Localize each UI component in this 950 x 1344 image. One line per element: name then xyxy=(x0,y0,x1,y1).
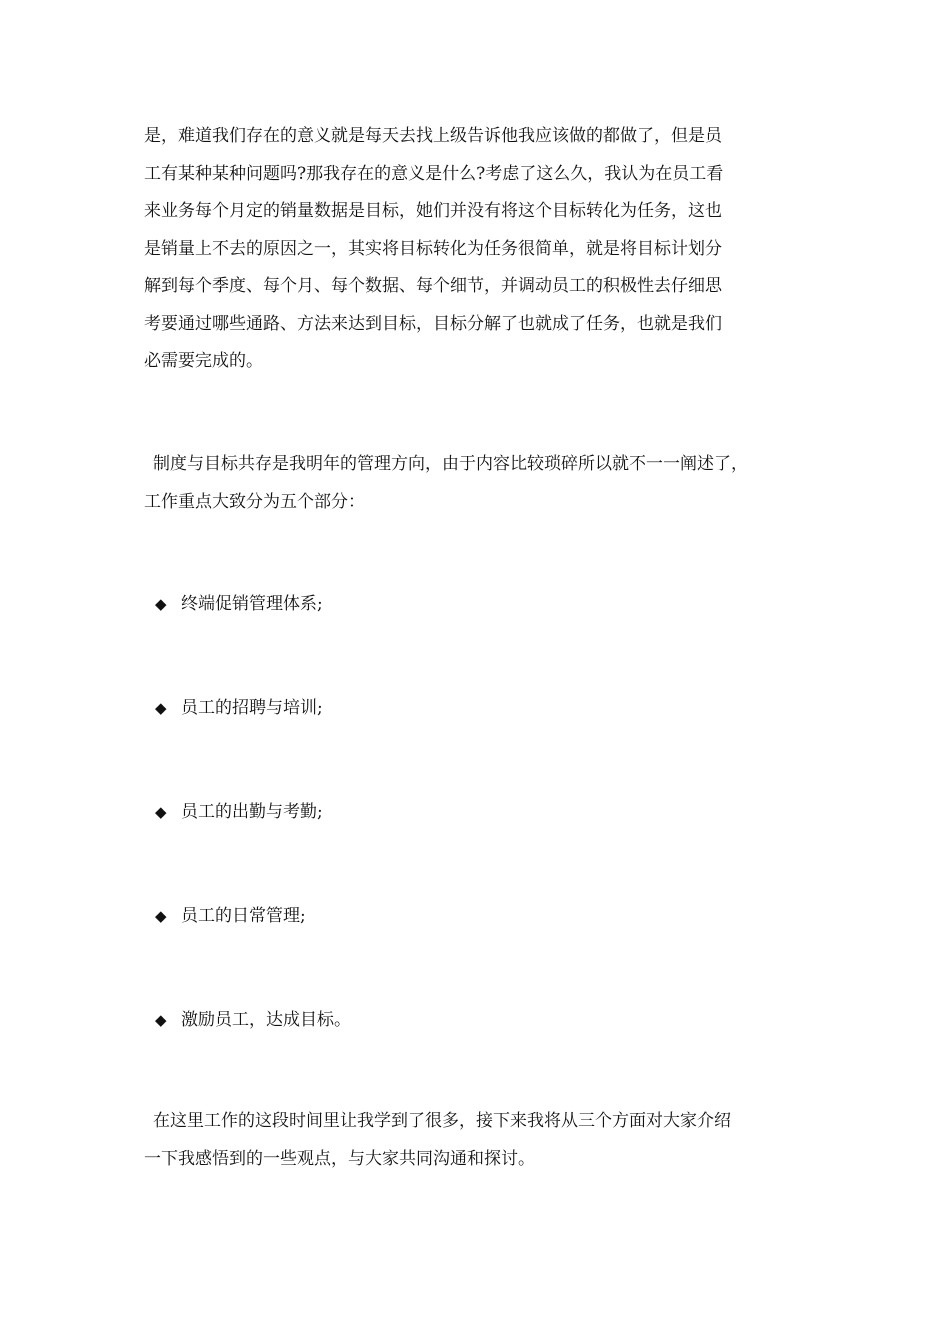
list-item xyxy=(155,696,323,720)
text-line: 考要通过哪些通路、方法来达到目标，目标分解了也就成了任务，也就是我们 xyxy=(144,313,722,334)
text-line: 来业务每个月定的销量数据是目标，她们并没有将这个目标转化为任务，这也 xyxy=(144,201,722,221)
text-line: 解到每个季度、每个月、每个数据、每个细节，并调动员工的积极性去仔细思 xyxy=(144,276,722,296)
paragraph-management-direction xyxy=(144,446,814,521)
text-line: 工有某种某种问题吗?那我存在的意义是什么?考虑了这么久，我认为在员工看 xyxy=(144,163,724,184)
diamond-bullet-icon: ◆ xyxy=(155,803,167,821)
list-item-text: 激励员工，达成目标。 xyxy=(181,1010,351,1030)
diamond-bullet-icon: ◆ xyxy=(155,907,167,925)
list-item-text: 终端促销管理体系; xyxy=(181,594,323,614)
list-item-text: 员工的招聘与培训; xyxy=(181,698,323,718)
list-item xyxy=(155,800,323,824)
diamond-bullet-icon: ◆ xyxy=(155,595,167,613)
text-line: 一下我感悟到的一些观点，与大家共同沟通和探讨。 xyxy=(144,1148,535,1169)
paragraph-introduction xyxy=(144,1103,814,1178)
text-line: 是销量上不去的原因之一，其实将目标转化为任务很简单，就是将目标计划分 xyxy=(144,238,722,259)
text-line: 在这里工作的这段时间里让我学到了很多，接下来我将从三个方面对大家介绍 xyxy=(153,1111,731,1131)
list-item xyxy=(155,904,306,928)
text-line: 制度与目标共存是我明年的管理方向，由于内容比较琐碎所以就不一一阐述了， xyxy=(153,454,748,474)
list-item-text: 员工的日常管理; xyxy=(181,906,306,926)
paragraph-goal-to-task xyxy=(144,118,814,381)
list-item-text: 员工的出勤与考勤; xyxy=(181,802,323,822)
diamond-bullet-icon: ◆ xyxy=(155,699,167,717)
list-item xyxy=(155,1008,351,1032)
text-line: 必需要完成的。 xyxy=(144,351,263,371)
diamond-bullet-icon: ◆ xyxy=(155,1011,167,1029)
text-line: 是，难道我们存在的意义就是每天去找上级告诉他我应该做的都做了，但是员 xyxy=(144,126,722,146)
list-item xyxy=(155,592,323,616)
text-line: 工作重点大致分为五个部分： xyxy=(144,491,365,512)
